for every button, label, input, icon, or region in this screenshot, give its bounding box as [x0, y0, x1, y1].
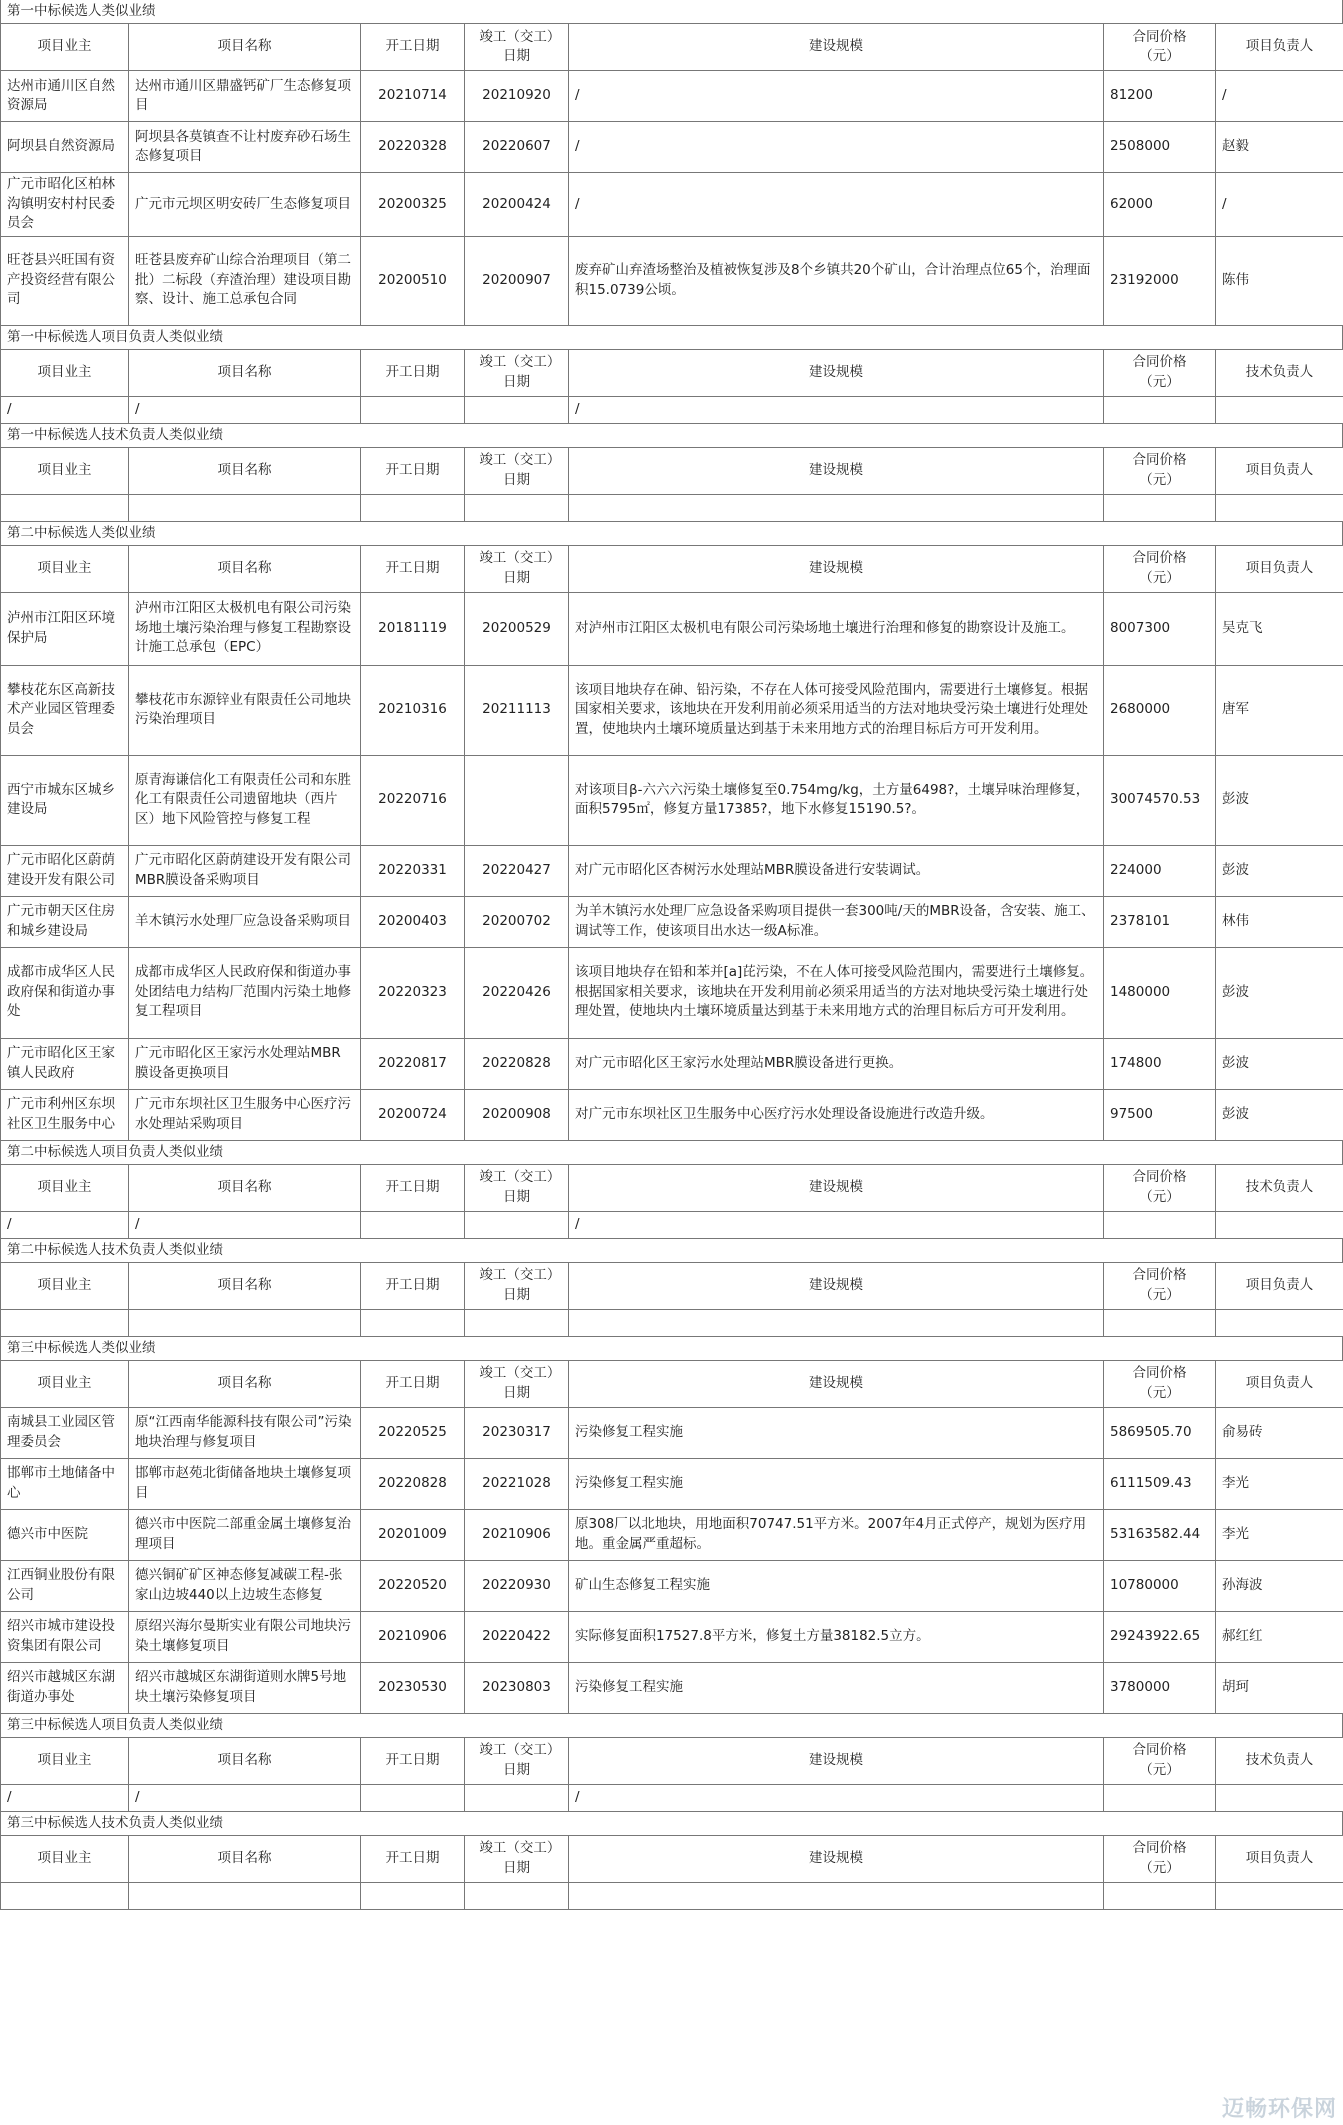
cell-name: 羊木镇污水处理厂应急设备采购项目	[129, 896, 361, 947]
cell-person: 李光	[1216, 1509, 1343, 1560]
cell-scale	[569, 494, 1104, 521]
header-scale: 建设规模	[569, 349, 1104, 396]
table-row	[1, 947, 1343, 1038]
cell-name: /	[129, 1784, 361, 1811]
cell-person: /	[1216, 173, 1343, 237]
header-project-name: 项目名称	[129, 24, 361, 71]
header-project-name: 项目名称	[129, 1737, 361, 1784]
header-scale: 建设规模	[569, 447, 1104, 494]
table-header-row	[1, 1360, 1343, 1407]
cell-name: 邯郸市赵苑北街储备地块土壤修复项目	[129, 1458, 361, 1509]
cell-person: 彭波	[1216, 947, 1343, 1038]
cell-scale: 对广元市昭化区杏树污水处理站MBR膜设备进行安装调试。	[569, 845, 1104, 896]
cell-start: 20210906	[361, 1611, 465, 1662]
cell-owner: /	[1, 396, 129, 423]
header-scale: 建设规模	[569, 1835, 1104, 1882]
cell-price: 2378101	[1104, 896, 1216, 947]
header-end-date: 竣工（交工）日期	[465, 349, 569, 396]
table-row	[1, 592, 1343, 665]
table-row	[1, 1309, 1343, 1336]
table-row	[1, 494, 1343, 521]
cell-name: 原“江西南华能源科技有限公司”污染地块治理与修复项目	[129, 1407, 361, 1458]
cell-start: 20210714	[361, 71, 465, 122]
table-row	[1, 1509, 1343, 1560]
cell-scale: 对广元市东坝社区卫生服务中心医疗污水处理设备设施进行改造升级。	[569, 1089, 1104, 1140]
cell-price: 8007300	[1104, 592, 1216, 665]
cell-person	[1216, 1882, 1343, 1909]
performance-table	[0, 545, 1343, 1141]
cell-scale: 实际修复面积17527.8平方米，修复土方量38182.5立方。	[569, 1611, 1104, 1662]
cell-start: 20200325	[361, 173, 465, 237]
cell-scale: 该项目地块存在砷、铅污染，不存在人体可接受风险范围内，需要进行土壤修复。根据国家相关要求，该地块在开发利用前必须采用适当的方法对地块受污染土壤进行处理处置，使地块内土壤环境质量达到基于未来用地方式的治理目标后方可开发利用。	[569, 665, 1104, 755]
cell-price: 97500	[1104, 1089, 1216, 1140]
header-price: 合同价格（元）	[1104, 1360, 1216, 1407]
table-row	[1, 173, 1343, 237]
header-project-name: 项目名称	[129, 1835, 361, 1882]
header-project-name: 项目名称	[129, 1262, 361, 1309]
table-row	[1, 1560, 1343, 1611]
cell-owner: /	[1, 1784, 129, 1811]
cell-person	[1216, 494, 1343, 521]
cell-price	[1104, 1309, 1216, 1336]
header-owner: 项目业主	[1, 1164, 129, 1211]
table-row	[1, 122, 1343, 173]
table-row	[1, 665, 1343, 755]
cell-price: 6111509.43	[1104, 1458, 1216, 1509]
cell-name: 德兴铜矿矿区神态修复减碳工程-张家山边坡440以上边坡生态修复	[129, 1560, 361, 1611]
cell-start	[361, 1211, 465, 1238]
cell-scale: 废弃矿山弃渣场整治及植被恢复涉及8个乡镇共20个矿山，合计治理点位65个，治理面积15.0739公顷。	[569, 236, 1104, 325]
cell-name: 绍兴市越城区东湖街道则水牌5号地块土壤污染修复项目	[129, 1662, 361, 1713]
cell-person: 孙海波	[1216, 1560, 1343, 1611]
header-end-date: 竣工（交工）日期	[465, 24, 569, 71]
cell-owner: 阿坝县自然资源局	[1, 122, 129, 173]
table-row	[1, 1611, 1343, 1662]
cell-scale: 对广元市昭化区王家污水处理站MBR膜设备进行更换。	[569, 1038, 1104, 1089]
table-header-row	[1, 1164, 1343, 1211]
header-owner: 项目业主	[1, 545, 129, 592]
header-start-date: 开工日期	[361, 1835, 465, 1882]
section-title: 第一中标候选人技术负责人类似业绩	[0, 424, 1343, 447]
header-owner: 项目业主	[1, 447, 129, 494]
cell-name	[129, 494, 361, 521]
table-header-row	[1, 1835, 1343, 1882]
header-price: 合同价格（元）	[1104, 1262, 1216, 1309]
cell-price	[1104, 1882, 1216, 1909]
cell-person: 彭波	[1216, 845, 1343, 896]
cell-name: 原绍兴海尔曼斯实业有限公司地块污染土壤修复项目	[129, 1611, 361, 1662]
performance-table	[0, 447, 1343, 522]
table-row	[1, 1089, 1343, 1140]
cell-price: 62000	[1104, 173, 1216, 237]
cell-price: 2508000	[1104, 122, 1216, 173]
cell-owner: 攀枝花东区高新技术产业园区管理委员会	[1, 665, 129, 755]
cell-end: 20221028	[465, 1458, 569, 1509]
header-price: 合同价格（元）	[1104, 24, 1216, 71]
table-row	[1, 236, 1343, 325]
watermark-logo: 迈畅环保网	[1221, 2097, 1337, 2122]
cell-price: 3780000	[1104, 1662, 1216, 1713]
cell-person: 赵毅	[1216, 122, 1343, 173]
cell-person: 唐军	[1216, 665, 1343, 755]
header-project-manager: 项目负责人	[1216, 545, 1343, 592]
cell-name: 阿坝县各莫镇查不让村废弃砂石场生态修复项目	[129, 122, 361, 173]
cell-end: 20210906	[465, 1509, 569, 1560]
header-owner: 项目业主	[1, 1262, 129, 1309]
cell-name: 广元市元坝区明安砖厂生态修复项目	[129, 173, 361, 237]
cell-price: 23192000	[1104, 236, 1216, 325]
performance-table	[0, 1737, 1343, 1812]
cell-name: 德兴市中医院二部重金属土壤修复治理项目	[129, 1509, 361, 1560]
cell-end	[465, 1309, 569, 1336]
header-price: 合同价格（元）	[1104, 545, 1216, 592]
cell-owner: 南城县工业园区管理委员会	[1, 1407, 129, 1458]
cell-end	[465, 396, 569, 423]
cell-end: 20230803	[465, 1662, 569, 1713]
cell-price: 10780000	[1104, 1560, 1216, 1611]
cell-scale: /	[569, 1211, 1104, 1238]
cell-end: 20220422	[465, 1611, 569, 1662]
header-end-date: 竣工（交工）日期	[465, 1164, 569, 1211]
table-row	[1, 1211, 1343, 1238]
cell-price	[1104, 396, 1216, 423]
cell-start: 20230530	[361, 1662, 465, 1713]
header-project-manager: 项目负责人	[1216, 24, 1343, 71]
cell-price: 53163582.44	[1104, 1509, 1216, 1560]
header-end-date: 竣工（交工）日期	[465, 1262, 569, 1309]
cell-end: 20211113	[465, 665, 569, 755]
cell-person	[1216, 1784, 1343, 1811]
table-row	[1, 1038, 1343, 1089]
header-end-date: 竣工（交工）日期	[465, 1737, 569, 1784]
cell-start: 20220331	[361, 845, 465, 896]
cell-start: 20200510	[361, 236, 465, 325]
cell-scale: /	[569, 122, 1104, 173]
header-project-name: 项目名称	[129, 447, 361, 494]
cell-name: 广元市昭化区蔚荫建设开发有限公司MBR膜设备采购项目	[129, 845, 361, 896]
header-project-name: 项目名称	[129, 1360, 361, 1407]
cell-price: 2680000	[1104, 665, 1216, 755]
cell-price: 1480000	[1104, 947, 1216, 1038]
cell-start: 20220817	[361, 1038, 465, 1089]
cell-owner: 江西铜业股份有限公司	[1, 1560, 129, 1611]
table-header-row	[1, 1262, 1343, 1309]
cell-start: 20220323	[361, 947, 465, 1038]
cell-name: 达州市通川区鼎盛钙矿厂生态修复项目	[129, 71, 361, 122]
cell-start: 20181119	[361, 592, 465, 665]
header-project-manager: 项目负责人	[1216, 1835, 1343, 1882]
cell-person	[1216, 1211, 1343, 1238]
cell-scale: 矿山生态修复工程实施	[569, 1560, 1104, 1611]
cell-start: 20220520	[361, 1560, 465, 1611]
cell-person: 彭波	[1216, 755, 1343, 845]
table-row	[1, 755, 1343, 845]
header-project-name: 项目名称	[129, 1164, 361, 1211]
performance-table	[0, 349, 1343, 424]
cell-owner: /	[1, 1211, 129, 1238]
header-project-manager: 项目负责人	[1216, 1360, 1343, 1407]
header-start-date: 开工日期	[361, 447, 465, 494]
header-project-manager: 项目负责人	[1216, 447, 1343, 494]
header-end-date: 竣工（交工）日期	[465, 1835, 569, 1882]
header-scale: 建设规模	[569, 1164, 1104, 1211]
cell-name: 成都市成华区人民政府保和街道办事处团结电力结构厂范围内污染土地修复工程项目	[129, 947, 361, 1038]
header-end-date: 竣工（交工）日期	[465, 1360, 569, 1407]
cell-name	[129, 1309, 361, 1336]
section-title: 第三中标候选人类似业绩	[0, 1337, 1343, 1360]
section-title: 第二中标候选人项目负责人类似业绩	[0, 1141, 1343, 1164]
cell-owner: 绍兴市城市建设投资集团有限公司	[1, 1611, 129, 1662]
header-start-date: 开工日期	[361, 545, 465, 592]
cell-name: 泸州市江阳区太极机电有限公司污染场地土壤污染治理与修复工程勘察设计施工总承包（EPC）	[129, 592, 361, 665]
cell-price: 81200	[1104, 71, 1216, 122]
cell-scale: /	[569, 1784, 1104, 1811]
cell-end: 20220427	[465, 845, 569, 896]
cell-owner	[1, 494, 129, 521]
cell-owner: 德兴市中医院	[1, 1509, 129, 1560]
cell-name: 广元市东坝社区卫生服务中心医疗污水处理站采购项目	[129, 1089, 361, 1140]
header-tech-lead: 技术负责人	[1216, 349, 1343, 396]
header-owner: 项目业主	[1, 1835, 129, 1882]
cell-end: 20220426	[465, 947, 569, 1038]
section-title: 第一中标候选人类似业绩	[0, 0, 1343, 23]
cell-start	[361, 396, 465, 423]
cell-owner: 广元市朝天区住房和城乡建设局	[1, 896, 129, 947]
table-header-row	[1, 1737, 1343, 1784]
header-end-date: 竣工（交工）日期	[465, 447, 569, 494]
cell-person: 彭波	[1216, 1038, 1343, 1089]
cell-owner: 旺苍县兴旺国有资产投资经营有限公司	[1, 236, 129, 325]
header-tech-lead: 技术负责人	[1216, 1737, 1343, 1784]
cell-scale: /	[569, 396, 1104, 423]
cell-owner: 邯郸市土地储备中心	[1, 1458, 129, 1509]
cell-start: 20201009	[361, 1509, 465, 1560]
cell-person	[1216, 396, 1343, 423]
cell-end: 20200907	[465, 236, 569, 325]
cell-end: 20200424	[465, 173, 569, 237]
header-start-date: 开工日期	[361, 1164, 465, 1211]
cell-end: 20200908	[465, 1089, 569, 1140]
cell-scale: /	[569, 173, 1104, 237]
header-start-date: 开工日期	[361, 1737, 465, 1784]
cell-start: 20220716	[361, 755, 465, 845]
table-row	[1, 1882, 1343, 1909]
cell-end: 20220607	[465, 122, 569, 173]
cell-name: 广元市昭化区王家污水处理站MBR膜设备更换项目	[129, 1038, 361, 1089]
cell-scale: 污染修复工程实施	[569, 1458, 1104, 1509]
cell-start: 20220828	[361, 1458, 465, 1509]
cell-name	[129, 1882, 361, 1909]
cell-name: 旺苍县废弃矿山综合治理项目（第二批）二标段（弃渣治理）建设项目勘察、设计、施工总承包合同	[129, 236, 361, 325]
cell-owner: 绍兴市越城区东湖街道办事处	[1, 1662, 129, 1713]
cell-scale: 对该项目β-六六六污染土壤修复至0.754mg/kg，土方量6498?，土壤异味治理修复，面积5795㎡，修复方量17385?，地下水修复15190.5?。	[569, 755, 1104, 845]
cell-name: /	[129, 396, 361, 423]
performance-table	[0, 1360, 1343, 1714]
cell-end: 20200529	[465, 592, 569, 665]
cell-end: 20210920	[465, 71, 569, 122]
cell-end	[465, 1211, 569, 1238]
cell-price: 5869505.70	[1104, 1407, 1216, 1458]
cell-owner: 广元市昭化区蔚荫建设开发有限公司	[1, 845, 129, 896]
header-price: 合同价格（元）	[1104, 1835, 1216, 1882]
cell-price	[1104, 494, 1216, 521]
cell-start	[361, 1784, 465, 1811]
cell-start: 20220525	[361, 1407, 465, 1458]
header-price: 合同价格（元）	[1104, 1737, 1216, 1784]
cell-price: 174800	[1104, 1038, 1216, 1089]
cell-person: 李光	[1216, 1458, 1343, 1509]
table-header-row	[1, 349, 1343, 396]
cell-owner: 泸州市江阳区环境保护局	[1, 592, 129, 665]
cell-scale: 污染修复工程实施	[569, 1407, 1104, 1458]
cell-end: 20230317	[465, 1407, 569, 1458]
cell-start	[361, 1309, 465, 1336]
cell-scale: 为羊木镇污水处理厂应急设备采购项目提供一套300吨/天的MBR设备，含安装、施工、调试等工作，使该项目出水达一级A标准。	[569, 896, 1104, 947]
cell-price	[1104, 1211, 1216, 1238]
cell-person	[1216, 1309, 1343, 1336]
cell-name: 攀枝花市东源锌业有限责任公司地块污染治理项目	[129, 665, 361, 755]
cell-owner: 广元市利州区东坝社区卫生服务中心	[1, 1089, 129, 1140]
header-start-date: 开工日期	[361, 349, 465, 396]
header-tech-lead: 技术负责人	[1216, 1164, 1343, 1211]
cell-scale: /	[569, 71, 1104, 122]
header-price: 合同价格（元）	[1104, 349, 1216, 396]
performance-table	[0, 1835, 1343, 1910]
cell-owner	[1, 1309, 129, 1336]
cell-end: 20220930	[465, 1560, 569, 1611]
table-row	[1, 1407, 1343, 1458]
cell-person: 郝红红	[1216, 1611, 1343, 1662]
cell-owner	[1, 1882, 129, 1909]
cell-start: 20200403	[361, 896, 465, 947]
cell-start	[361, 1882, 465, 1909]
cell-start	[361, 494, 465, 521]
header-start-date: 开工日期	[361, 1360, 465, 1407]
cell-price: 29243922.65	[1104, 1611, 1216, 1662]
performance-table	[0, 1262, 1343, 1337]
header-scale: 建设规模	[569, 545, 1104, 592]
header-project-name: 项目名称	[129, 349, 361, 396]
cell-end: 20220828	[465, 1038, 569, 1089]
table-row	[1, 896, 1343, 947]
cell-person: 陈伟	[1216, 236, 1343, 325]
cell-owner: 广元市昭化区柏林沟镇明安村村民委员会	[1, 173, 129, 237]
header-price: 合同价格（元）	[1104, 1164, 1216, 1211]
header-scale: 建设规模	[569, 1360, 1104, 1407]
cell-person: 彭波	[1216, 1089, 1343, 1140]
table-row	[1, 396, 1343, 423]
cell-person: /	[1216, 71, 1343, 122]
header-start-date: 开工日期	[361, 1262, 465, 1309]
cell-price	[1104, 1784, 1216, 1811]
cell-start: 20220328	[361, 122, 465, 173]
table-header-row	[1, 545, 1343, 592]
header-scale: 建设规模	[569, 24, 1104, 71]
header-owner: 项目业主	[1, 1360, 129, 1407]
cell-price: 224000	[1104, 845, 1216, 896]
cell-name: 原青海谦信化工有限责任公司和东胜化工有限责任公司遗留地块（西片区）地下风险管控与修复工程	[129, 755, 361, 845]
header-owner: 项目业主	[1, 349, 129, 396]
table-row	[1, 1458, 1343, 1509]
header-scale: 建设规模	[569, 1737, 1104, 1784]
header-owner: 项目业主	[1, 24, 129, 71]
table-row	[1, 845, 1343, 896]
cell-scale: 该项目地块存在铅和苯并[a]芘污染，不在人体可接受风险范围内，需要进行土壤修复。根据国家相关要求，该地块在开发利用前必须采用适当的方法对地块受污染土壤进行处理处置，使地块内土壤环境质量达到基于未来用地方式的治理目标后方可开发利用。	[569, 947, 1104, 1038]
header-scale: 建设规模	[569, 1262, 1104, 1309]
cell-end: 20200702	[465, 896, 569, 947]
cell-name: /	[129, 1211, 361, 1238]
header-end-date: 竣工（交工）日期	[465, 545, 569, 592]
performance-table	[0, 1164, 1343, 1239]
cell-scale: 对泸州市江阳区太极机电有限公司污染场地土壤进行治理和修复的勘察设计及施工。	[569, 592, 1104, 665]
cell-person: 吴克飞	[1216, 592, 1343, 665]
header-owner: 项目业主	[1, 1737, 129, 1784]
cell-end	[465, 755, 569, 845]
cell-end	[465, 494, 569, 521]
table-row	[1, 1662, 1343, 1713]
cell-person: 胡珂	[1216, 1662, 1343, 1713]
table-header-row	[1, 447, 1343, 494]
cell-start: 20210316	[361, 665, 465, 755]
section-title: 第三中标候选人技术负责人类似业绩	[0, 1812, 1343, 1835]
header-price: 合同价格（元）	[1104, 447, 1216, 494]
cell-scale: 原308厂以北地块，用地面积70747.51平方米。2007年4月正式停产，规划为医疗用地。重金属严重超标。	[569, 1509, 1104, 1560]
cell-end	[465, 1784, 569, 1811]
cell-start: 20200724	[361, 1089, 465, 1140]
section-title: 第二中标候选人技术负责人类似业绩	[0, 1239, 1343, 1262]
cell-scale: 污染修复工程实施	[569, 1662, 1104, 1713]
cell-scale	[569, 1882, 1104, 1909]
cell-end	[465, 1882, 569, 1909]
cell-person: 林伟	[1216, 896, 1343, 947]
cell-scale	[569, 1309, 1104, 1336]
table-row	[1, 71, 1343, 122]
performance-table	[0, 23, 1343, 326]
cell-owner: 广元市昭化区王家镇人民政府	[1, 1038, 129, 1089]
cell-owner: 达州市通川区自然资源局	[1, 71, 129, 122]
header-project-name: 项目名称	[129, 545, 361, 592]
section-title: 第一中标候选人项目负责人类似业绩	[0, 326, 1343, 349]
cell-person: 俞易砖	[1216, 1407, 1343, 1458]
table-row	[1, 1784, 1343, 1811]
cell-owner: 西宁市城东区城乡建设局	[1, 755, 129, 845]
cell-owner: 成都市成华区人民政府保和街道办事处	[1, 947, 129, 1038]
section-title: 第二中标候选人类似业绩	[0, 522, 1343, 545]
table-header-row	[1, 24, 1343, 71]
section-title: 第三中标候选人项目负责人类似业绩	[0, 1714, 1343, 1737]
cell-price: 30074570.53	[1104, 755, 1216, 845]
header-start-date: 开工日期	[361, 24, 465, 71]
header-project-manager: 项目负责人	[1216, 1262, 1343, 1309]
